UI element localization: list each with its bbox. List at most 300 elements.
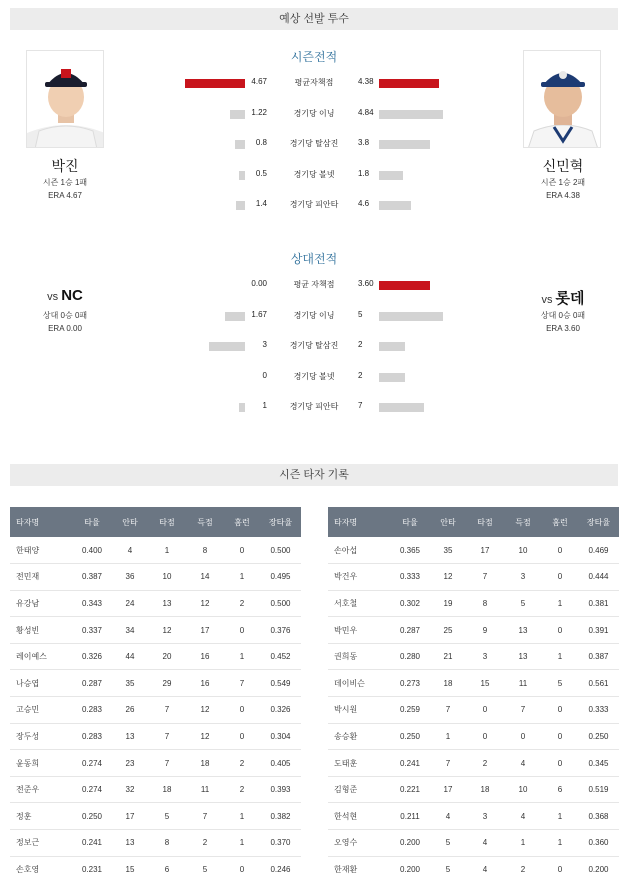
batter-name-cell: 데이비슨	[328, 670, 390, 697]
vs-left-value: 1	[262, 401, 267, 410]
season-stat-label: 경기당 탈삼진	[289, 139, 339, 148]
stat-cell: 0.549	[260, 670, 301, 697]
batter-name-cell: 한태양	[10, 537, 72, 564]
stat-cell: 0.405	[260, 750, 301, 777]
stat-cell: 0	[504, 723, 542, 750]
stat-cell: 5	[504, 590, 542, 617]
stat-cell: 0.393	[260, 776, 301, 803]
table-row	[10, 803, 301, 830]
left-pitcher-name: 박진	[51, 158, 79, 174]
batter-name-cell: 손호영	[10, 856, 72, 882]
table-row	[328, 643, 619, 670]
stat-cell: 10	[148, 564, 186, 591]
left-column-header: 장타율	[260, 507, 301, 537]
table-row	[10, 590, 301, 617]
left-vs-team-name: NC	[61, 287, 83, 304]
stat-cell: 5	[542, 670, 578, 697]
batter-name-cell: 윤동희	[10, 750, 72, 777]
stat-cell: 12	[186, 590, 224, 617]
stat-cell: 0	[542, 723, 578, 750]
stat-cell: 12	[148, 617, 186, 644]
stat-cell: 0.200	[390, 856, 430, 882]
batter-name-cell: 정보근	[10, 830, 72, 857]
stat-cell: 0.221	[390, 776, 430, 803]
batter-name-cell: 송승환	[328, 723, 390, 750]
stat-cell: 1	[224, 643, 260, 670]
stat-cell: 0.343	[72, 590, 112, 617]
batter-name-cell: 도태훈	[328, 750, 390, 777]
season-stat-row	[0, 137, 628, 153]
season-right-value: 1.8	[358, 168, 370, 178]
stat-cell: 7	[430, 697, 466, 724]
table-row	[328, 617, 619, 644]
season-stat-row	[0, 168, 628, 184]
stat-cell: 2	[224, 776, 260, 803]
stat-cell: 1	[148, 537, 186, 564]
table-row	[328, 750, 619, 777]
season-right-bar	[379, 171, 403, 180]
stat-cell: 0.273	[390, 670, 430, 697]
stat-cell: 17	[430, 776, 466, 803]
stat-cell: 1	[430, 723, 466, 750]
stat-cell: 0.360	[578, 830, 619, 857]
season-stat-row	[0, 198, 628, 214]
stat-cell: 6	[148, 856, 186, 882]
vs-stat-row	[0, 339, 628, 355]
left-column-header: 득점	[186, 507, 224, 537]
vs-stat-row	[0, 278, 628, 294]
vs-right-value: 3.60	[358, 279, 374, 288]
right-pitcher-record: 시즌 1승 2패	[540, 178, 586, 187]
season-stat-row	[0, 107, 628, 123]
left-vs-record: 상대 0승 0패	[42, 311, 88, 320]
stat-cell: 4	[504, 803, 542, 830]
stat-cell: 3	[466, 803, 504, 830]
stat-cell: 0.246	[260, 856, 301, 882]
stat-cell: 2	[186, 830, 224, 857]
batters-section-header: 시즌 타자 기록	[10, 464, 618, 486]
vs-left-bar	[225, 312, 245, 321]
stat-cell: 20	[148, 643, 186, 670]
stat-cell: 0.400	[72, 537, 112, 564]
table-row	[10, 564, 301, 591]
table-row	[328, 803, 619, 830]
batter-name-cell: 김형준	[328, 776, 390, 803]
right-column-header: 득점	[504, 507, 542, 537]
stat-cell: 15	[466, 670, 504, 697]
stat-cell: 0	[224, 617, 260, 644]
season-left-value: 4.67	[251, 77, 267, 86]
table-row	[10, 750, 301, 777]
stat-cell: 1	[542, 643, 578, 670]
season-left-bar	[236, 201, 245, 210]
stat-cell: 5	[186, 856, 224, 882]
stat-cell: 13	[112, 830, 148, 857]
season-record-title: 시즌전적	[290, 50, 338, 64]
stat-cell: 18	[148, 776, 186, 803]
stat-cell: 0	[542, 617, 578, 644]
stat-cell: 35	[430, 537, 466, 564]
stat-cell: 0	[542, 537, 578, 564]
stat-cell: 0.387	[578, 643, 619, 670]
stat-cell: 24	[112, 590, 148, 617]
stat-cell: 0.241	[72, 830, 112, 857]
stat-cell: 35	[112, 670, 148, 697]
stat-cell: 0.326	[72, 643, 112, 670]
stat-cell: 29	[148, 670, 186, 697]
left-column-header: 타자명	[10, 507, 72, 537]
stat-cell: 0	[542, 564, 578, 591]
stat-cell: 2	[466, 750, 504, 777]
stat-cell: 0.283	[72, 723, 112, 750]
season-left-value: 1.22	[251, 107, 267, 117]
stat-cell: 6	[542, 776, 578, 803]
season-right-bar	[379, 110, 443, 119]
stat-cell: 0.333	[578, 697, 619, 724]
stat-cell: 23	[112, 750, 148, 777]
stat-cell: 0.283	[72, 697, 112, 724]
left-vs-prefix: vs	[47, 291, 59, 303]
right-vs-record: 상대 0승 0패	[540, 311, 586, 320]
batter-name-cell: 서호철	[328, 590, 390, 617]
left-pitcher-avatar-icon	[27, 51, 104, 148]
vs-left-value: 1.67	[251, 309, 267, 319]
stat-cell: 0.302	[390, 590, 430, 617]
stat-cell: 0.287	[72, 670, 112, 697]
season-stat-label: 평균자책점	[294, 78, 334, 87]
vs-right-bar	[379, 403, 424, 412]
stat-cell: 0.274	[72, 750, 112, 777]
stat-cell: 4	[466, 856, 504, 882]
stat-cell: 12	[430, 564, 466, 591]
table-row	[10, 697, 301, 724]
batter-name-cell: 전준우	[10, 776, 72, 803]
table-row	[328, 670, 619, 697]
season-right-value: 4.6	[358, 199, 370, 208]
stat-cell: 0.561	[578, 670, 619, 697]
stat-cell: 17	[186, 617, 224, 644]
stat-cell: 2	[504, 856, 542, 882]
batter-name-cell: 권희동	[328, 643, 390, 670]
stat-cell: 0.387	[72, 564, 112, 591]
stat-cell: 0.326	[260, 697, 301, 724]
vs-stat-row	[0, 309, 628, 325]
stat-cell: 1	[224, 803, 260, 830]
left-column-header: 안타	[112, 507, 148, 537]
stat-cell: 0.519	[578, 776, 619, 803]
batter-name-cell: 정훈	[10, 803, 72, 830]
pitchers-section-header: 예상 선발 투수	[10, 8, 618, 30]
vs-right-bar	[379, 373, 405, 382]
stat-cell: 0	[466, 723, 504, 750]
left-column-header: 홈런	[224, 507, 260, 537]
stat-cell: 11	[504, 670, 542, 697]
right-pitcher-photo	[523, 50, 601, 148]
stat-cell: 0	[224, 537, 260, 564]
table-row	[328, 776, 619, 803]
stat-cell: 18	[466, 776, 504, 803]
stat-cell: 9	[466, 617, 504, 644]
table-row	[10, 723, 301, 750]
stat-cell: 7	[430, 750, 466, 777]
stat-cell: 7	[224, 670, 260, 697]
stat-cell: 0.250	[578, 723, 619, 750]
stat-cell: 5	[430, 856, 466, 882]
stat-cell: 0.382	[260, 803, 301, 830]
stat-cell: 0.444	[578, 564, 619, 591]
stat-cell: 0.280	[390, 643, 430, 670]
stat-cell: 0.452	[260, 643, 301, 670]
stat-cell: 0.368	[578, 803, 619, 830]
table-row	[10, 830, 301, 857]
stat-cell: 10	[504, 537, 542, 564]
table-row	[10, 537, 301, 564]
table-row	[10, 617, 301, 644]
stat-cell: 25	[430, 617, 466, 644]
stat-cell: 4	[504, 750, 542, 777]
stat-cell: 4	[112, 537, 148, 564]
table-row	[10, 776, 301, 803]
stat-cell: 1	[224, 830, 260, 857]
stat-cell: 32	[112, 776, 148, 803]
stat-cell: 12	[186, 697, 224, 724]
stat-cell: 0.259	[390, 697, 430, 724]
stat-cell: 0.200	[390, 830, 430, 857]
left-column-header: 타율	[72, 507, 112, 537]
batter-name-cell: 한석현	[328, 803, 390, 830]
stat-cell: 4	[466, 830, 504, 857]
stat-cell: 0	[224, 856, 260, 882]
stat-cell: 0.211	[390, 803, 430, 830]
vs-right-bar	[379, 342, 405, 351]
stat-cell: 5	[148, 803, 186, 830]
stat-cell: 0.231	[72, 856, 112, 882]
stat-cell: 0.250	[390, 723, 430, 750]
season-left-bar	[239, 171, 245, 180]
table-row	[328, 590, 619, 617]
season-stat-row	[0, 76, 628, 92]
vs-stat-row	[0, 400, 628, 416]
vs-left-value: 0	[262, 370, 267, 380]
vs-right-value: 2	[358, 370, 363, 380]
stat-cell: 21	[430, 643, 466, 670]
stat-cell: 0	[542, 856, 578, 882]
stat-cell: 5	[430, 830, 466, 857]
stat-cell: 0.274	[72, 776, 112, 803]
stat-cell: 19	[430, 590, 466, 617]
stat-cell: 0.241	[390, 750, 430, 777]
stat-cell: 0.304	[260, 723, 301, 750]
stat-cell: 13	[148, 590, 186, 617]
right-column-header: 타점	[466, 507, 504, 537]
batter-name-cell: 유강남	[10, 590, 72, 617]
stat-cell: 16	[186, 643, 224, 670]
left-pitcher-record: 시즌 1승 1패	[42, 178, 88, 187]
stat-cell: 7	[148, 750, 186, 777]
stat-cell: 0.376	[260, 617, 301, 644]
stat-cell: 18	[430, 670, 466, 697]
stat-cell: 0.250	[72, 803, 112, 830]
stat-cell: 3	[466, 643, 504, 670]
season-stat-label: 경기당 볼넷	[293, 169, 335, 179]
vs-stat-label: 경기당 탈삼진	[289, 341, 339, 350]
stat-cell: 13	[504, 643, 542, 670]
stat-cell: 44	[112, 643, 148, 670]
vs-left-value: 0.00	[251, 279, 267, 288]
stat-cell: 0.365	[390, 537, 430, 564]
batter-name-cell: 장두성	[10, 723, 72, 750]
batter-name-cell: 손아섭	[328, 537, 390, 564]
stat-cell: 0	[224, 697, 260, 724]
stat-cell: 0.200	[578, 856, 619, 882]
batter-name-cell: 박시원	[328, 697, 390, 724]
vs-stat-label: 평균 자책점	[293, 280, 335, 289]
stat-cell: 0.495	[260, 564, 301, 591]
right-vs-team-name: 롯데	[555, 290, 585, 307]
stat-cell: 1	[542, 830, 578, 857]
left-batters-table	[10, 507, 301, 882]
right-vs-era: ERA 3.60	[546, 324, 580, 333]
stat-cell: 8	[148, 830, 186, 857]
stat-cell: 8	[186, 537, 224, 564]
head-to-head-title: 상대전적	[290, 252, 338, 266]
table-row	[328, 856, 619, 882]
season-left-value: 0.5	[255, 168, 267, 178]
vs-stat-label: 경기당 이닝	[293, 310, 335, 320]
stat-cell: 0	[466, 697, 504, 724]
vs-stat-row	[0, 370, 628, 386]
stat-cell: 12	[186, 723, 224, 750]
season-left-bar	[235, 140, 245, 149]
stat-cell: 15	[112, 856, 148, 882]
stat-cell: 1	[542, 590, 578, 617]
right-column-header: 타율	[390, 507, 430, 537]
right-pitcher-name: 신민혁	[542, 158, 584, 174]
table-row	[328, 830, 619, 857]
right-column-header: 홈런	[542, 507, 578, 537]
batter-name-cell: 나승엽	[10, 670, 72, 697]
vs-right-value: 5	[358, 309, 363, 319]
stat-cell: 0.381	[578, 590, 619, 617]
right-batters-table	[328, 507, 619, 882]
season-right-bar	[379, 201, 411, 210]
stat-cell: 0	[542, 697, 578, 724]
stat-cell: 1	[504, 830, 542, 857]
stat-cell: 14	[186, 564, 224, 591]
table-row	[328, 537, 619, 564]
right-column-header: 장타율	[578, 507, 619, 537]
batter-name-cell: 한재환	[328, 856, 390, 882]
stat-cell: 0.345	[578, 750, 619, 777]
stat-cell: 1	[542, 803, 578, 830]
stat-cell: 0.469	[578, 537, 619, 564]
vs-stat-label: 경기당 피안타	[289, 402, 339, 411]
right-pitcher-avatar-icon	[524, 51, 601, 148]
stat-cell: 0.337	[72, 617, 112, 644]
stat-cell: 10	[504, 776, 542, 803]
vs-left-value: 3	[262, 340, 267, 349]
stat-cell: 7	[504, 697, 542, 724]
batter-name-cell: 박건우	[328, 564, 390, 591]
right-column-header: 안타	[430, 507, 466, 537]
stat-cell: 2	[224, 590, 260, 617]
table-row	[10, 856, 301, 882]
stat-cell: 34	[112, 617, 148, 644]
stat-cell: 0.500	[260, 537, 301, 564]
batter-name-cell: 오영수	[328, 830, 390, 857]
stat-cell: 1	[224, 564, 260, 591]
stat-cell: 0.287	[390, 617, 430, 644]
table-row	[10, 670, 301, 697]
season-left-value: 0.8	[255, 138, 267, 147]
table-row	[328, 723, 619, 750]
stat-cell: 0	[224, 723, 260, 750]
left-pitcher-photo	[26, 50, 104, 148]
batter-name-cell: 황성빈	[10, 617, 72, 644]
stat-cell: 0.333	[390, 564, 430, 591]
stat-cell: 11	[186, 776, 224, 803]
stat-cell: 7	[148, 723, 186, 750]
season-right-value: 4.84	[358, 107, 374, 117]
batter-name-cell: 고승민	[10, 697, 72, 724]
vs-right-value: 7	[358, 401, 363, 410]
stat-cell: 4	[430, 803, 466, 830]
vs-left-bar	[239, 403, 245, 412]
right-pitcher-era: ERA 4.38	[546, 191, 580, 200]
batter-name-cell: 전민재	[10, 564, 72, 591]
stat-cell: 0.391	[578, 617, 619, 644]
stat-cell: 0.370	[260, 830, 301, 857]
season-stat-label: 경기당 이닝	[293, 108, 335, 118]
stat-cell: 36	[112, 564, 148, 591]
batter-name-cell: 레이예스	[10, 643, 72, 670]
stat-cell: 0.500	[260, 590, 301, 617]
left-vs-era: ERA 0.00	[48, 324, 82, 333]
stat-cell: 17	[466, 537, 504, 564]
stat-cell: 13	[112, 723, 148, 750]
table-row	[10, 643, 301, 670]
vs-left-bar	[209, 342, 245, 351]
vs-right-bar	[379, 312, 443, 321]
table-row	[328, 564, 619, 591]
season-left-bar	[185, 79, 245, 88]
table-row	[328, 697, 619, 724]
stat-cell: 13	[504, 617, 542, 644]
season-left-bar	[230, 110, 245, 119]
stat-cell: 26	[112, 697, 148, 724]
vs-right-bar	[379, 281, 430, 290]
stat-cell: 7	[186, 803, 224, 830]
vs-stat-label: 경기당 볼넷	[293, 371, 335, 381]
right-column-header: 타자명	[328, 507, 390, 537]
vs-right-value: 2	[358, 340, 363, 349]
stat-cell: 7	[148, 697, 186, 724]
stat-cell: 0	[542, 750, 578, 777]
season-right-value: 4.38	[358, 77, 374, 86]
stat-cell: 3	[504, 564, 542, 591]
left-pitcher-era: ERA 4.67	[48, 191, 82, 200]
stat-cell: 17	[112, 803, 148, 830]
season-right-value: 3.8	[358, 138, 370, 147]
season-right-bar	[379, 140, 430, 149]
stat-cell: 16	[186, 670, 224, 697]
right-vs-prefix: vs	[541, 294, 553, 306]
season-stat-label: 경기당 피안타	[289, 200, 339, 209]
season-right-bar	[379, 79, 439, 88]
season-left-value: 1.4	[255, 199, 267, 208]
stat-cell: 18	[186, 750, 224, 777]
stat-cell: 8	[466, 590, 504, 617]
